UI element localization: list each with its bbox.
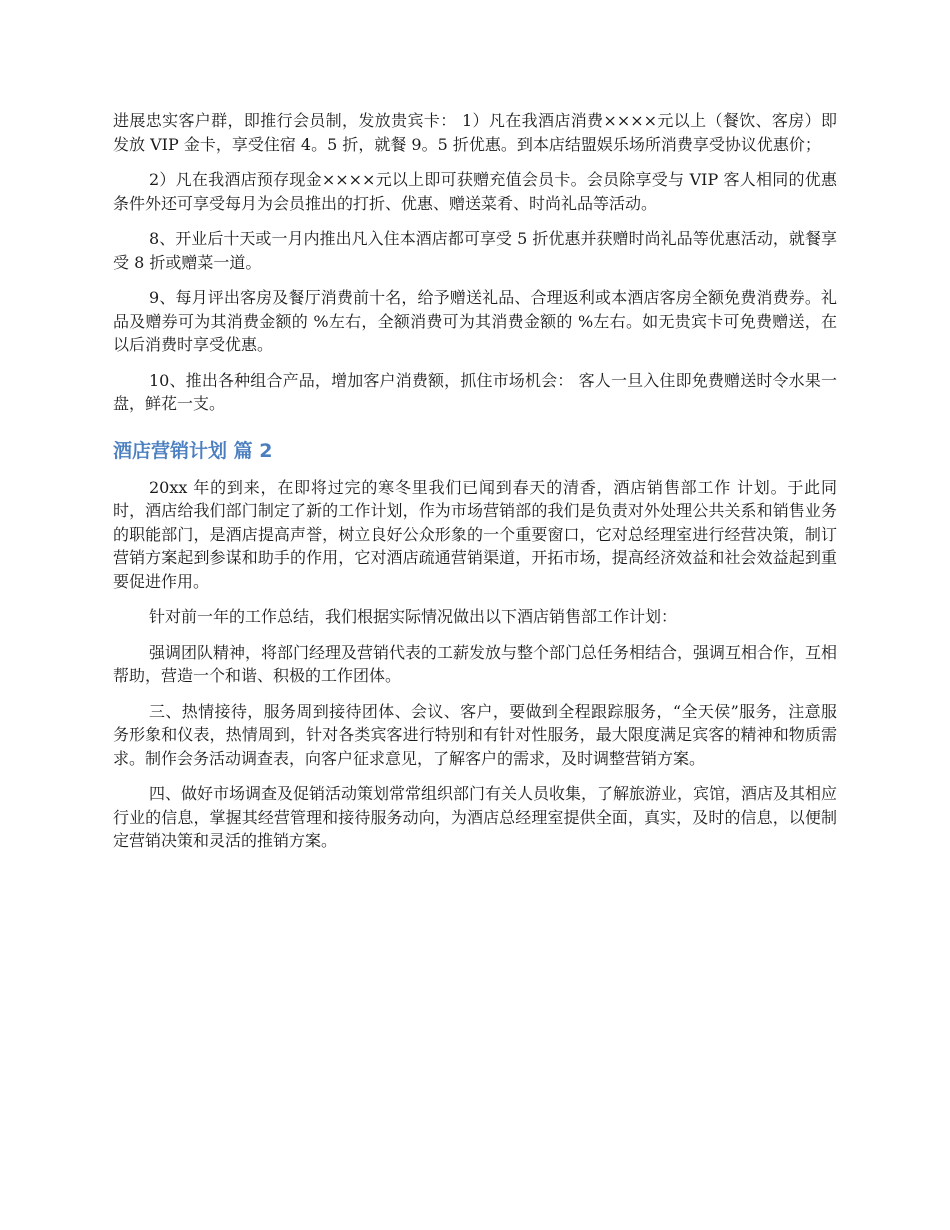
- document-page: [113, 109, 837, 865]
- paragraph-opening-discount: 8、开业后十天或一月内推出凡入住本酒店都可享受 5 折优惠并获赠时尚礼品等优惠活动，就餐享受 8 折或赠菜一道。: [113, 229, 837, 272]
- paragraph-plan-intro: 针对前一年的工作总结，我们根据实际情况做出以下酒店销售部工作计划：: [149, 607, 678, 626]
- paragraph-combo-products: 10、推出各种组合产品，增加客户消费额，抓住市场机会： 客人一旦入住即免费赠送时令水果一盘，鲜花一支。: [113, 370, 837, 413]
- paragraph-team-spirit: 强调团队精神，将部门经理及营销代表的工薪发放与整个部门总任务相结合，强调互相合作，互相帮助，营造一个和谐、积极的工作团体。: [113, 642, 838, 685]
- paragraph-new-year-plan: 20xx 年的到来，在即将过完的寒冬里我们已闻到春天的清香，酒店销售部工作 计划。于此同时，酒店给我们部门制定了新的工作计划，作为市场营销部的我们是负责对外处理公共关系和销售业务的职能部门，是酒店提高声誉，树立良好公众形象的一个重要窗口，它对总经理室进行经营决策，制订营销方案起到参谋和助手的作用，它对酒店疏通营销渠道，开拓市场，提高经济效益和社会效益起到重要促进作用。: [113, 477, 837, 591]
- paragraph-market-research: 四、做好市场调查及促销活动策划常常组织部门有关人员收集，了解旅游业，宾馆，酒店及其相应行业的信息，掌握其经营管理和接待服务动向，为酒店总经理室提供全面，真实，及时的信息，以便制定营销决策和灵活的推销方案。: [113, 784, 838, 850]
- paragraph-prepaid-card: 2）凡在我酒店预存现金××××元以上即可获赠充值会员卡。会员除享受与 VIP 客人相同的优惠条件外还可享受每月为会员推出的打折、优惠、赠送菜肴、时尚礼品等活动。: [113, 170, 837, 213]
- section-heading: 酒店营销计划 篇 2: [113, 439, 273, 462]
- paragraph-membership: 进展忠实客户群，即推行会员制，发放贵宾卡： 1）凡在我酒店消费××××元以上（餐饮、客房）即发放 VIP 金卡，享受住宿 4。5 折，就餐 9。5 折优惠。到本店结盟娱乐场所消费享受协议优惠价；: [113, 111, 837, 154]
- paragraph-monthly-top-ten: 9、每月评出客房及餐厅消费前十名，给予赠送礼品、合理返利或本酒店客房全额免费消费券。礼品及赠券可为其消费金额的 %左右，全额消费可为其消费金额的 %左右。如无贵宾卡可免费赠送，在以后消费时享受优惠。: [113, 288, 837, 354]
- paragraph-reception-service: 三、热情接待，服务周到接待团体、会议、客户，要做到全程跟踪服务，“全天侯”服务，注意服务形象和仪表，热情周到，针对各类宾客进行特别和有针对性服务，最大限度满足宾客的精神和物质需求。制作会务活动调查表，向客户征求意见，了解客户的需求，及时调整营销方案。: [113, 701, 837, 768]
